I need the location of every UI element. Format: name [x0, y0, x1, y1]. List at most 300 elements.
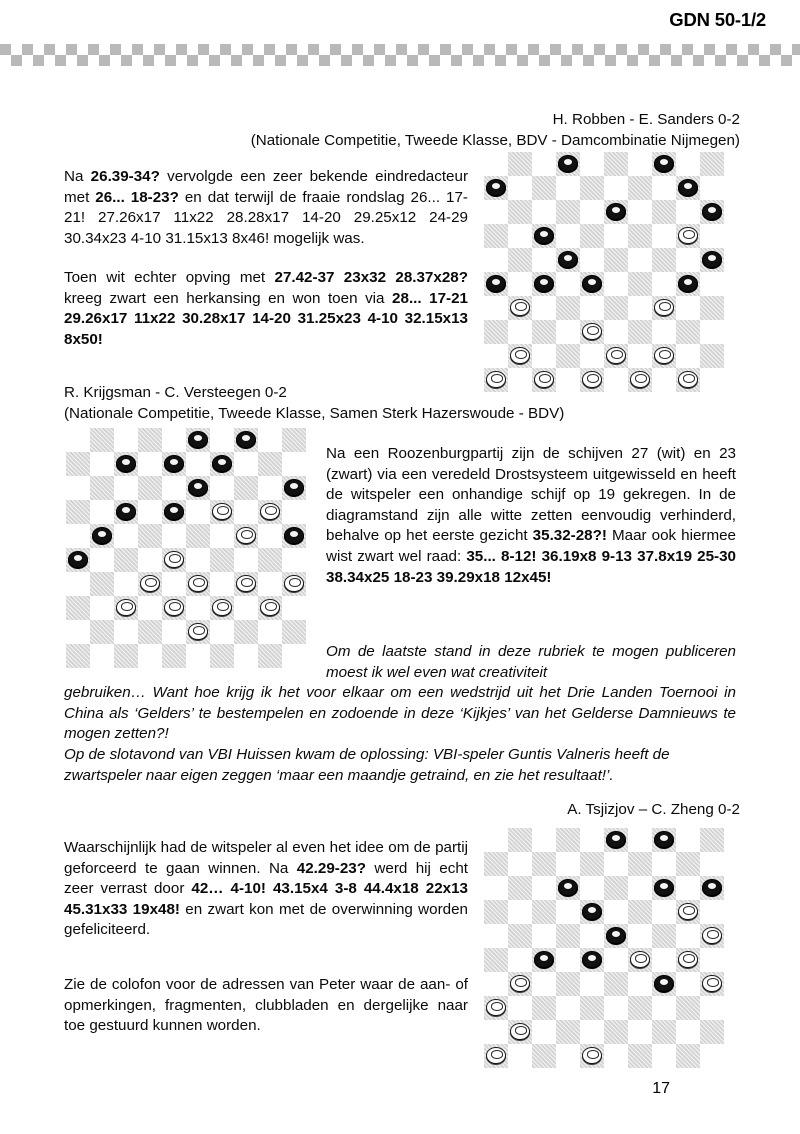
- board-square-43: [604, 344, 628, 368]
- board-square-35: [700, 972, 724, 996]
- board-square-light: [66, 428, 90, 452]
- board-square-36: [66, 596, 90, 620]
- black-piece-6: [486, 179, 506, 196]
- board-square-43: [186, 620, 210, 644]
- board-square-light: [676, 248, 700, 272]
- board-square-15: [700, 200, 724, 224]
- board-square-light: [114, 524, 138, 548]
- white-piece-30: [678, 951, 698, 968]
- board-square-44: [234, 620, 258, 644]
- white-piece-20: [678, 903, 698, 920]
- board-square-2: [556, 828, 580, 852]
- board-square-26: [66, 548, 90, 572]
- board-square-light: [580, 296, 604, 320]
- editorial-paragraph-2: Op de slotavond van VBI Huissen kwam de oplossing: VBI-speler Guntis Valneris heeft de zwartspeler naar eigen zeggen ‘maar een maandje getraind, en zie het resultaat!’.: [64, 746, 670, 784]
- board-square-26: [484, 272, 508, 296]
- board-square-12: [556, 200, 580, 224]
- board-square-4: [652, 152, 676, 176]
- board-square-light: [508, 900, 532, 924]
- white-piece-31: [510, 299, 530, 316]
- board-square-light: [556, 224, 580, 248]
- board-square-16: [66, 500, 90, 524]
- board-square-light: [532, 152, 556, 176]
- board-square-41: [90, 620, 114, 644]
- black-piece-21: [92, 527, 112, 544]
- board-square-light: [556, 176, 580, 200]
- board-square-15: [700, 876, 724, 900]
- board-square-12: [138, 476, 162, 500]
- board-square-light: [604, 320, 628, 344]
- board-square-light: [604, 996, 628, 1020]
- board-square-39: [628, 320, 652, 344]
- board-square-24: [652, 924, 676, 948]
- white-piece-38: [582, 323, 602, 340]
- black-piece-22: [558, 251, 578, 268]
- white-piece-34: [236, 575, 256, 592]
- board-square-33: [604, 296, 628, 320]
- board-square-light: [66, 572, 90, 596]
- board-square-23: [604, 248, 628, 272]
- board-square-10: [676, 852, 700, 876]
- board-square-light: [628, 296, 652, 320]
- board-square-25: [700, 248, 724, 272]
- white-piece-38: [164, 599, 184, 616]
- board-square-12: [556, 876, 580, 900]
- board-square-48: [580, 1044, 604, 1068]
- board-square-light: [508, 224, 532, 248]
- board-square-light: [700, 272, 724, 296]
- board-square-light: [676, 296, 700, 320]
- white-piece-33: [188, 575, 208, 592]
- board-square-38: [580, 320, 604, 344]
- black-piece-9: [212, 455, 232, 472]
- board-square-light: [628, 972, 652, 996]
- board-square-light: [186, 596, 210, 620]
- board-square-light: [580, 1020, 604, 1044]
- board-square-light: [604, 224, 628, 248]
- board-square-light: [484, 200, 508, 224]
- board-square-light: [90, 548, 114, 572]
- board-square-29: [628, 948, 652, 972]
- board-square-light: [138, 548, 162, 572]
- white-piece-25: [702, 927, 722, 944]
- board-square-light: [234, 452, 258, 476]
- black-piece-27: [534, 951, 554, 968]
- board-square-light: [90, 596, 114, 620]
- white-piece-43: [188, 623, 208, 640]
- board-square-light: [282, 548, 306, 572]
- white-piece-43: [606, 347, 626, 364]
- board-square-light: [508, 996, 532, 1020]
- board-square-20: [676, 900, 700, 924]
- board-square-light: [580, 200, 604, 224]
- board-square-light: [556, 320, 580, 344]
- board-square-10: [258, 452, 282, 476]
- board-square-light: [556, 948, 580, 972]
- board-square-light: [628, 152, 652, 176]
- board-square-light: [282, 644, 306, 668]
- white-piece-40: [260, 599, 280, 616]
- board-square-9: [210, 452, 234, 476]
- board-square-8: [580, 176, 604, 200]
- board-square-18: [162, 500, 186, 524]
- board-square-33: [186, 572, 210, 596]
- board-square-light: [484, 152, 508, 176]
- white-piece-31: [510, 975, 530, 992]
- board-square-2: [138, 428, 162, 452]
- board-square-28: [580, 948, 604, 972]
- board-square-1: [508, 828, 532, 852]
- game-1-subtitle: (Nationale Competitie, Tweede Klasse, BDV - Damcombinatie Nijmegen): [250, 132, 740, 149]
- board-square-11: [508, 876, 532, 900]
- board-square-light: [282, 500, 306, 524]
- board-square-40: [258, 596, 282, 620]
- white-piece-44: [654, 347, 674, 364]
- board-square-29: [628, 272, 652, 296]
- board-square-35: [282, 572, 306, 596]
- board-square-38: [162, 596, 186, 620]
- band-row-top: [0, 44, 800, 55]
- board-square-21: [90, 524, 114, 548]
- board-square-19: [628, 224, 652, 248]
- board-square-46: [66, 644, 90, 668]
- white-piece-48: [582, 1047, 602, 1064]
- board-square-light: [138, 644, 162, 668]
- board-square-light: [508, 176, 532, 200]
- white-piece-39: [212, 599, 232, 616]
- game-1-paragraph-1: Na 26.39-34? vervolgde een zeer bekende eindredacteur met 26... 18-23? en dat terwijl de fraaie rondslag 26... 17-21! 27.26x17 11x22 28.28x17 14-20 29.25x12 24-29 30.34x23 4-10 31.15x13 8x46! mogelijk was.: [64, 168, 469, 247]
- board-square-24: [652, 248, 676, 272]
- board-square-3: [604, 152, 628, 176]
- board-square-45: [700, 1020, 724, 1044]
- board-square-light: [186, 644, 210, 668]
- board-square-light: [580, 828, 604, 852]
- white-piece-28: [164, 551, 184, 568]
- board-square-light: [114, 620, 138, 644]
- black-piece-4: [236, 431, 256, 448]
- board-square-light: [628, 924, 652, 948]
- board-square-7: [114, 452, 138, 476]
- black-piece-14: [654, 879, 674, 896]
- board-square-30: [258, 548, 282, 572]
- board-square-32: [556, 296, 580, 320]
- board-square-37: [532, 996, 556, 1020]
- board-square-4: [652, 828, 676, 852]
- board-square-16: [484, 224, 508, 248]
- black-piece-2: [558, 155, 578, 172]
- board-square-light: [234, 500, 258, 524]
- board-square-40: [676, 320, 700, 344]
- board-square-14: [652, 876, 676, 900]
- draughts-diagram-2: [66, 428, 306, 668]
- board-square-11: [508, 200, 532, 224]
- white-piece-41: [510, 347, 530, 364]
- board-square-light: [484, 876, 508, 900]
- board-square-6: [484, 852, 508, 876]
- board-square-37: [114, 596, 138, 620]
- board-square-light: [652, 1044, 676, 1068]
- board-square-light: [484, 296, 508, 320]
- board-square-light: [282, 452, 306, 476]
- board-square-36: [484, 320, 508, 344]
- board-square-42: [556, 1020, 580, 1044]
- board-square-46: [484, 1044, 508, 1068]
- board-square-50: [676, 1044, 700, 1068]
- board-square-30: [676, 272, 700, 296]
- game-2-subtitle: (Nationale Competitie, Tweede Klasse, Samen Sterk Hazerswoude - BDV): [64, 405, 565, 422]
- board-square-42: [556, 344, 580, 368]
- game-2-title: R. Krijgsman - C. Versteegen 0-2: [64, 384, 287, 401]
- board-square-light: [652, 176, 676, 200]
- board-square-3: [186, 428, 210, 452]
- board-square-light: [580, 876, 604, 900]
- board-square-light: [258, 476, 282, 500]
- black-piece-4: [654, 831, 674, 848]
- board-square-34: [652, 296, 676, 320]
- game-3-title: A. Tsjizjov – C. Zheng 0-2: [567, 801, 740, 818]
- board-square-light: [532, 924, 556, 948]
- board-square-light: [162, 524, 186, 548]
- black-piece-34: [654, 975, 674, 992]
- board-square-45: [282, 620, 306, 644]
- black-piece-17: [534, 227, 554, 244]
- board-square-light: [66, 620, 90, 644]
- black-piece-30: [678, 275, 698, 292]
- board-square-39: [210, 596, 234, 620]
- white-piece-29: [630, 951, 650, 968]
- black-piece-4: [654, 155, 674, 172]
- board-square-light: [532, 1020, 556, 1044]
- black-piece-13: [188, 479, 208, 496]
- board-square-light: [532, 828, 556, 852]
- board-square-16: [484, 900, 508, 924]
- board-square-light: [556, 900, 580, 924]
- board-square-light: [138, 500, 162, 524]
- board-square-light: [210, 428, 234, 452]
- footer-note: Zie de colofon voor de adressen van Peter waar de aan- of opmerkingen, fragmenten, clubbladen en dergelijke naar toe gestuurd kunnen worden.: [64, 976, 468, 1035]
- white-piece-37: [116, 599, 136, 616]
- board-square-49: [210, 644, 234, 668]
- board-square-light: [138, 452, 162, 476]
- black-piece-12: [558, 879, 578, 896]
- board-square-44: [652, 344, 676, 368]
- board-square-22: [556, 924, 580, 948]
- board-square-27: [532, 948, 556, 972]
- board-square-light: [162, 476, 186, 500]
- board-square-light: [676, 200, 700, 224]
- board-square-light: [700, 224, 724, 248]
- board-square-7: [532, 852, 556, 876]
- board-square-27: [532, 272, 556, 296]
- board-square-21: [508, 248, 532, 272]
- board-square-light: [580, 344, 604, 368]
- board-square-36: [484, 996, 508, 1020]
- board-square-1: [508, 152, 532, 176]
- board-square-light: [700, 948, 724, 972]
- board-square-light: [604, 176, 628, 200]
- board-square-44: [652, 1020, 676, 1044]
- black-piece-15: [702, 203, 722, 220]
- board-square-light: [508, 852, 532, 876]
- board-square-light: [186, 500, 210, 524]
- board-square-light: [66, 524, 90, 548]
- board-square-22: [138, 524, 162, 548]
- board-square-light: [484, 248, 508, 272]
- page-title: GDN 50-1/2: [669, 9, 766, 30]
- board-square-37: [532, 320, 556, 344]
- board-square-light: [628, 248, 652, 272]
- draughts-diagram-1: [484, 152, 724, 392]
- white-piece-19: [212, 503, 232, 520]
- board-square-30: [676, 948, 700, 972]
- board-square-15: [282, 476, 306, 500]
- board-square-6: [66, 452, 90, 476]
- board-square-light: [114, 572, 138, 596]
- board-square-light: [700, 1044, 724, 1068]
- board-square-34: [234, 572, 258, 596]
- board-square-5: [700, 152, 724, 176]
- board-square-light: [676, 152, 700, 176]
- board-square-light: [532, 344, 556, 368]
- board-square-light: [676, 1020, 700, 1044]
- board-square-light: [604, 900, 628, 924]
- board-square-light: [508, 1044, 532, 1068]
- white-piece-35: [284, 575, 304, 592]
- board-square-31: [508, 972, 532, 996]
- board-square-11: [90, 476, 114, 500]
- board-square-14: [652, 200, 676, 224]
- board-square-light: [532, 200, 556, 224]
- board-square-light: [484, 344, 508, 368]
- board-square-light: [258, 572, 282, 596]
- board-square-9: [628, 852, 652, 876]
- black-piece-28: [582, 951, 602, 968]
- board-square-light: [556, 1044, 580, 1068]
- board-square-light: [162, 620, 186, 644]
- black-piece-26: [486, 275, 506, 292]
- board-square-23: [186, 524, 210, 548]
- board-square-light: [604, 852, 628, 876]
- board-square-42: [138, 620, 162, 644]
- board-square-light: [556, 996, 580, 1020]
- board-square-18: [580, 224, 604, 248]
- checkerboard-decoration-band: [0, 44, 800, 66]
- board-square-7: [532, 176, 556, 200]
- board-square-light: [532, 972, 556, 996]
- board-square-19: [210, 500, 234, 524]
- board-square-light: [652, 900, 676, 924]
- board-square-light: [652, 852, 676, 876]
- board-square-28: [162, 548, 186, 572]
- board-square-light: [604, 272, 628, 296]
- board-square-39: [628, 996, 652, 1020]
- board-square-light: [234, 548, 258, 572]
- board-square-31: [508, 296, 532, 320]
- board-square-light: [676, 828, 700, 852]
- board-square-light: [90, 500, 114, 524]
- board-square-light: [532, 248, 556, 272]
- board-square-light: [676, 924, 700, 948]
- board-square-light: [282, 596, 306, 620]
- board-square-light: [580, 972, 604, 996]
- board-square-27: [114, 548, 138, 572]
- board-square-8: [162, 452, 186, 476]
- board-square-light: [628, 344, 652, 368]
- board-square-22: [556, 248, 580, 272]
- board-square-29: [210, 548, 234, 572]
- board-square-47: [532, 1044, 556, 1068]
- board-square-light: [484, 828, 508, 852]
- board-square-20: [258, 500, 282, 524]
- draughts-diagram-3: [484, 828, 724, 1068]
- board-square-light: [532, 876, 556, 900]
- board-square-41: [508, 344, 532, 368]
- black-piece-23: [606, 927, 626, 944]
- board-square-1: [90, 428, 114, 452]
- board-square-light: [604, 1044, 628, 1068]
- board-square-48: [162, 644, 186, 668]
- board-square-45: [700, 344, 724, 368]
- black-piece-7: [116, 455, 136, 472]
- board-square-light: [676, 876, 700, 900]
- white-piece-34: [654, 299, 674, 316]
- board-square-light: [186, 548, 210, 572]
- board-square-19: [628, 900, 652, 924]
- board-square-light: [652, 948, 676, 972]
- white-piece-36: [486, 999, 506, 1016]
- board-square-38: [580, 996, 604, 1020]
- game-1-title: H. Robben - E. Sanders 0-2: [552, 111, 740, 128]
- board-square-light: [580, 152, 604, 176]
- board-square-35: [700, 296, 724, 320]
- board-square-light: [508, 320, 532, 344]
- board-square-17: [532, 900, 556, 924]
- board-square-light: [556, 852, 580, 876]
- board-square-32: [556, 972, 580, 996]
- black-piece-28: [582, 275, 602, 292]
- game-2-paragraph-1: Na een Roozenburgpartij zijn de schijven 27 (wit) en 23 (zwart) via een veredeld Drostsysteem uitgewisseld en heeft de witspeler een onhandige schijf op 19 gekregen. In de diagramstand zijn alle witte zetten eenvoudig verhinderd, behalve op het eerste gezicht 35.32-28?! Maar ook hiermee wist zwart wel raad: 35... 8-12! 36.19x8 9-13 37.8x19 25-30 38.34x25 18-23 39.29x18 12x45!: [326, 445, 736, 586]
- white-piece-20: [678, 227, 698, 244]
- board-square-32: [138, 572, 162, 596]
- board-square-light: [258, 524, 282, 548]
- white-piece-20: [260, 503, 280, 520]
- black-piece-17: [116, 503, 136, 520]
- board-square-light: [210, 572, 234, 596]
- board-square-17: [114, 500, 138, 524]
- black-piece-18: [582, 903, 602, 920]
- board-square-5: [282, 428, 306, 452]
- board-square-23: [604, 924, 628, 948]
- board-square-light: [234, 596, 258, 620]
- board-square-34: [652, 972, 676, 996]
- black-piece-25: [702, 251, 722, 268]
- board-square-43: [604, 1020, 628, 1044]
- board-square-light: [700, 320, 724, 344]
- band-row-bottom: [0, 55, 800, 66]
- game-3-paragraph-1: Waarschijnlijk had de witspeler al even het idee om de partij geforceerd te gaan winnen. Na 42.29-23? werd hij echt zeer verrast door 42… 4-10! 43.15x4 3-8 44.4x18 22x13 45.31x33 19x48! en zwart kon met de overwinning worden gefeliciteerd.: [64, 839, 469, 939]
- board-square-25: [282, 524, 306, 548]
- board-square-light: [210, 476, 234, 500]
- board-square-light: [532, 296, 556, 320]
- black-piece-3: [606, 831, 626, 848]
- board-square-light: [580, 924, 604, 948]
- board-square-light: [90, 452, 114, 476]
- board-square-light: [162, 428, 186, 452]
- black-piece-25: [284, 527, 304, 544]
- board-square-20: [676, 224, 700, 248]
- board-square-light: [210, 524, 234, 548]
- page-number: 17: [652, 1080, 670, 1097]
